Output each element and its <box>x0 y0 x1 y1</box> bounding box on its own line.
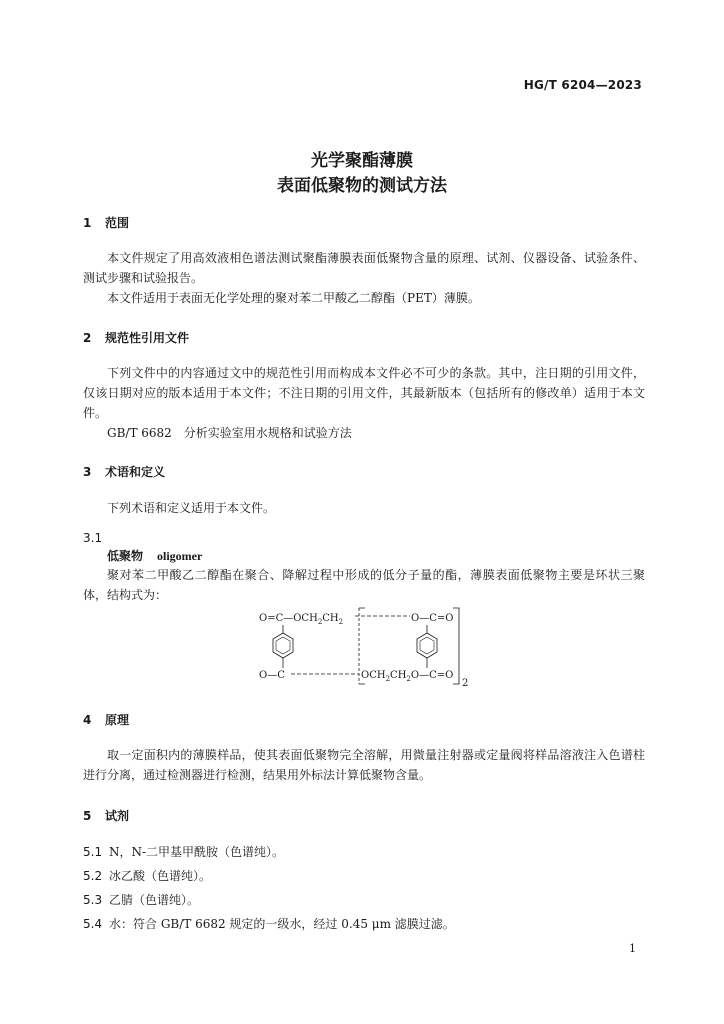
repeat-count: 2 <box>462 678 469 689</box>
section-number: 2 <box>83 331 92 345</box>
benzene-ring-right <box>417 625 437 668</box>
section-number: 4 <box>83 713 92 727</box>
section-5-heading <box>83 807 129 824</box>
structure-bottom-right: $OCH_2CH_2O—C=O$ <box>361 670 454 683</box>
list-item: 5.4 水：符合 GB/T 6682 规定的一级水，经过 0.45 μm 滤膜过滤。 <box>83 917 455 931</box>
term-chinese: 低聚物 <box>107 549 144 563</box>
section-title: 原理 <box>105 713 130 727</box>
section-1-paragraph-1: 本文件规定了用高效液相色谱法测试聚酯薄膜表面低聚物含量的原理、试剂、仪器设备、试验条件、测试步骤和试验报告。 <box>83 251 645 285</box>
structure-top-right: O—C=O <box>411 613 454 624</box>
section-4-paragraph-1: 取一定面积内的薄膜样品，使其表面低聚物完全溶解，用微量注射器或定量阀将样品溶液注入色谱柱进行分离，通过检测器进行检测，结果用外标法计算低聚物含量。 <box>83 748 645 782</box>
section-number: 5 <box>83 809 92 823</box>
section-title: 范围 <box>105 216 130 230</box>
term-english: oligomer <box>157 549 203 563</box>
section-title: 试剂 <box>105 809 130 823</box>
term-definition: 聚对苯二甲酸乙二醇酯在聚合、降解过程中形成的低分子量的酯，薄膜表面低聚物主要是环状三聚体，结构式为： <box>83 568 645 602</box>
normative-reference: GB/T 6682 分析实验室用水规格和试验方法 <box>107 426 352 440</box>
structure-top-left: $O=C—OCH_2CH_2$ <box>259 613 344 626</box>
subsection-3-1-number: 3.1 <box>83 531 103 545</box>
title-line-2: 表面低聚物的测试方法 <box>277 176 447 196</box>
page-number: 1 <box>629 942 636 955</box>
section-1-paragraph-2: 本文件适用于表面无化学处理的聚对苯二甲酸乙二醇酯（PET）薄膜。 <box>107 291 480 305</box>
list-item: 5.2 冰乙酸（色谱纯）。 <box>83 869 212 883</box>
structure-bottom-left: O—C <box>259 670 285 681</box>
section-1-heading <box>83 214 129 231</box>
section-3-paragraph-1: 下列术语和定义适用于本文件。 <box>107 501 276 515</box>
list-item: 5.1 N，N-二甲基甲酰胺（色谱纯）。 <box>83 845 285 859</box>
section-number: 1 <box>83 216 92 230</box>
section-2-heading <box>83 329 189 346</box>
title-line-1: 光学聚酯薄膜 <box>311 151 413 171</box>
benzene-ring-left <box>273 625 293 668</box>
section-title: 术语和定义 <box>105 465 166 479</box>
section-4-heading <box>83 711 129 728</box>
standard-number: HG/T 6204—2023 <box>523 78 642 92</box>
section-2-paragraph-1: 下列文件中的内容通过文中的规范性引用而构成本文件必不可少的条款。其中，注日期的引用文件，仅该日期对应的版本适用于本文件；不注日期的引用文件，其最新版本（包括所有的修改单）适用于本文件。 <box>83 366 645 420</box>
section-3-heading <box>83 463 165 480</box>
section-number: 3 <box>83 465 92 479</box>
cyclic-trimer-structure <box>255 604 475 690</box>
section-title: 规范性引用文件 <box>105 331 190 345</box>
term-entry <box>107 547 202 564</box>
list-item: 5.3 乙腈（色谱纯）。 <box>83 893 200 907</box>
